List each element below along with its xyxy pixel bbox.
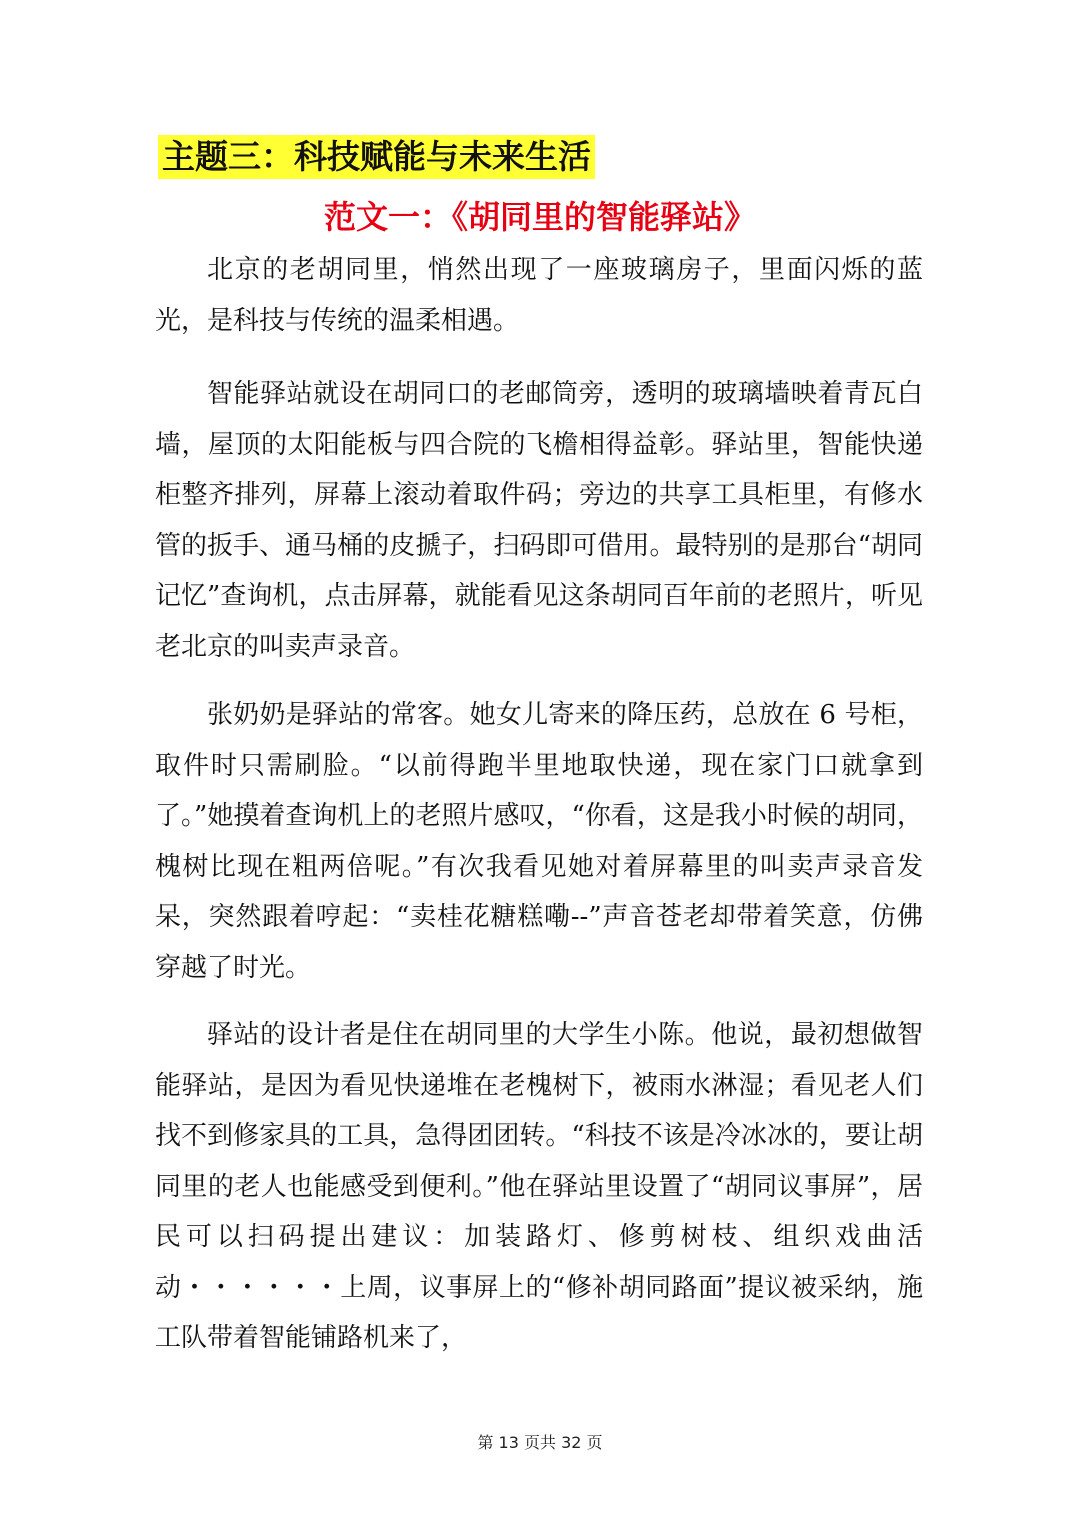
paragraph: 张奶奶是驿站的常客。她女儿寄来的降压药，总放在 6 号柜，取件时只需刷脸。“以前得跑半里地取快递，现在家门口就拿到了。”她摸着查询机上的老照片感叹，“你看，这是我小时候的胡同，槐树比现在粗两倍呢。”有次我看见她对着屏幕里的叫卖声录音发呆，突然跟着哼起：“卖桂花糖糕嘞--”声音苍老却带着笑意，仿佛穿越了时光。 <box>155 700 923 983</box>
essay-title: 范文一：《胡同里的智能驿站》 <box>323 198 756 236</box>
paragraph: 驿站的设计者是住在胡同里的大学生小陈。他说，最初想做智能驿站，是因为看见快递堆在老槐树下，被雨水淋湿；看见老人们找不到修家具的工具，急得团团转。“科技不该是冷冰冰的，要让胡同里的老人也能感受到便利。”他在驿站里设置了“胡同议事屏”，居民可以扫码提出建议：加装路灯、修剪树枝、组织戏曲活动・・・・・・上周，议事屏上的“修补胡同路面”提议被采纳，施工队带着智能铺路机来了， <box>155 1020 923 1353</box>
paragraph: 智能驿站就设在胡同口的老邮筒旁，透明的玻璃墙映着青瓦白墙，屋顶的太阳能板与四合院的飞檐相得益彰。驿站里，智能快递柜整齐排列，屏幕上滚动着取件码；旁边的共享工具柜里，有修水管的扳手、通马桶的皮搋子，扫码即可借用。最特别的是那台“胡同记忆”查询机，点击屏幕，就能看见这条胡同百年前的老照片，听见老北京的叫卖声录音。 <box>155 379 923 662</box>
page-footer: 第 13 页共 32 页 <box>477 1433 603 1452</box>
theme-heading: 主题三：科技赋能与未来生活 <box>158 135 595 179</box>
paragraph: 北京的老胡同里，悄然出现了一座玻璃房子，里面闪烁的蓝光，是科技与传统的温柔相遇。 <box>155 255 923 336</box>
